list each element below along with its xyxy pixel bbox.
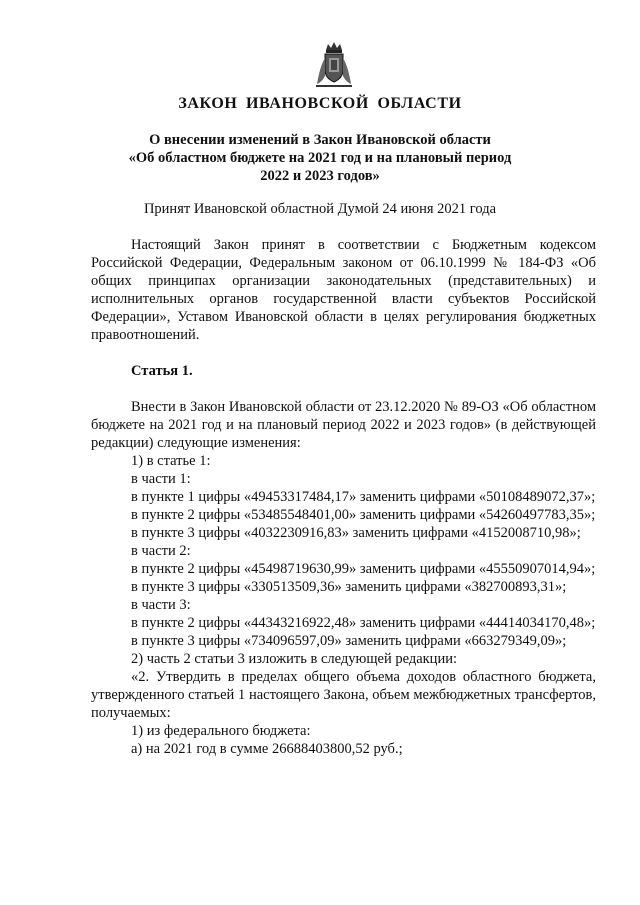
list-item: «2. Утвердить в пределах общего объема доходов областного бюджета, утвержденного статьей 1 настоящего Закона, объем межбюджетных трансфертов, получаемых:	[91, 669, 596, 721]
list-item: а) на 2021 год в сумме 26688403800,52 руб.;	[131, 741, 403, 757]
subtitle-line: О внесении изменений в Закон Ивановской области	[149, 132, 491, 148]
list-item: в пункте 3 цифры «330513509,36» заменить цифрами «382700893,31»;	[131, 579, 567, 595]
document-body	[91, 236, 596, 758]
spacer	[91, 344, 596, 362]
law-title: ЗАКОН ИВАНОВСКОЙ ОБЛАСТИ	[178, 95, 462, 112]
list-item: 1) в статье 1:	[131, 453, 211, 469]
coat-of-arms-icon	[314, 40, 354, 88]
list-item: в пункте 1 цифры «49453317484,17» заменить цифрами «50108489072,37»;	[131, 489, 596, 505]
subtitle-line: 2022 и 2023 годов»	[260, 168, 380, 184]
list-item: в пункте 3 цифры «4032230916,83» заменить цифрами «4152008710,98»;	[131, 525, 581, 541]
article-heading: Статья 1.	[131, 363, 193, 379]
list-item: 2) часть 2 статьи 3 изложить в следующей редакции:	[131, 651, 457, 667]
spacer	[91, 380, 596, 398]
list-item: в пункте 2 цифры «45498719630,99» заменить цифрами «45550907014,94»;	[131, 561, 596, 577]
list-item: в части 1:	[131, 471, 191, 487]
list-item: в пункте 2 цифры «53485548401,00» заменить цифрами «54260497783,35»;	[131, 507, 596, 523]
article-intro: Внести в Закон Ивановской области от 23.12.2020 № 89-ОЗ «Об областном бюджете на 2021 год и на плановый период 2022 и 2023 годов» (в действующей редакции) следующие изменения:	[91, 399, 596, 451]
list-item: в пункте 3 цифры «734096597,09» заменить цифрами «663279349,09»;	[131, 633, 567, 649]
subtitle-line: «Об областном бюджете на 2021 год и на плановый период	[128, 150, 512, 166]
list-item: в части 2:	[131, 543, 191, 559]
preamble-paragraph: Настоящий Закон принят в соответствии с Бюджетным кодексом Российской Федерации, Федеральным законом от 06.10.1999 № 184-ФЗ «Об общих принципах организации законодательных (представительных) и исполнительных органов государственной власти субъектов Российской Федерации», Уставом Ивановской области в целях регулирования бюджетных правоотношений.	[91, 237, 596, 343]
law-subtitle	[90, 131, 550, 185]
adoption-line: Принят Ивановской областной Думой 24 июня 2021 года	[143, 201, 497, 217]
list-item: в пункте 2 цифры «44343216922,48» заменить цифрами «44414034170,48»;	[131, 615, 596, 631]
list-item: в части 3:	[131, 597, 191, 613]
list-item: 1) из федерального бюджета:	[131, 723, 311, 739]
